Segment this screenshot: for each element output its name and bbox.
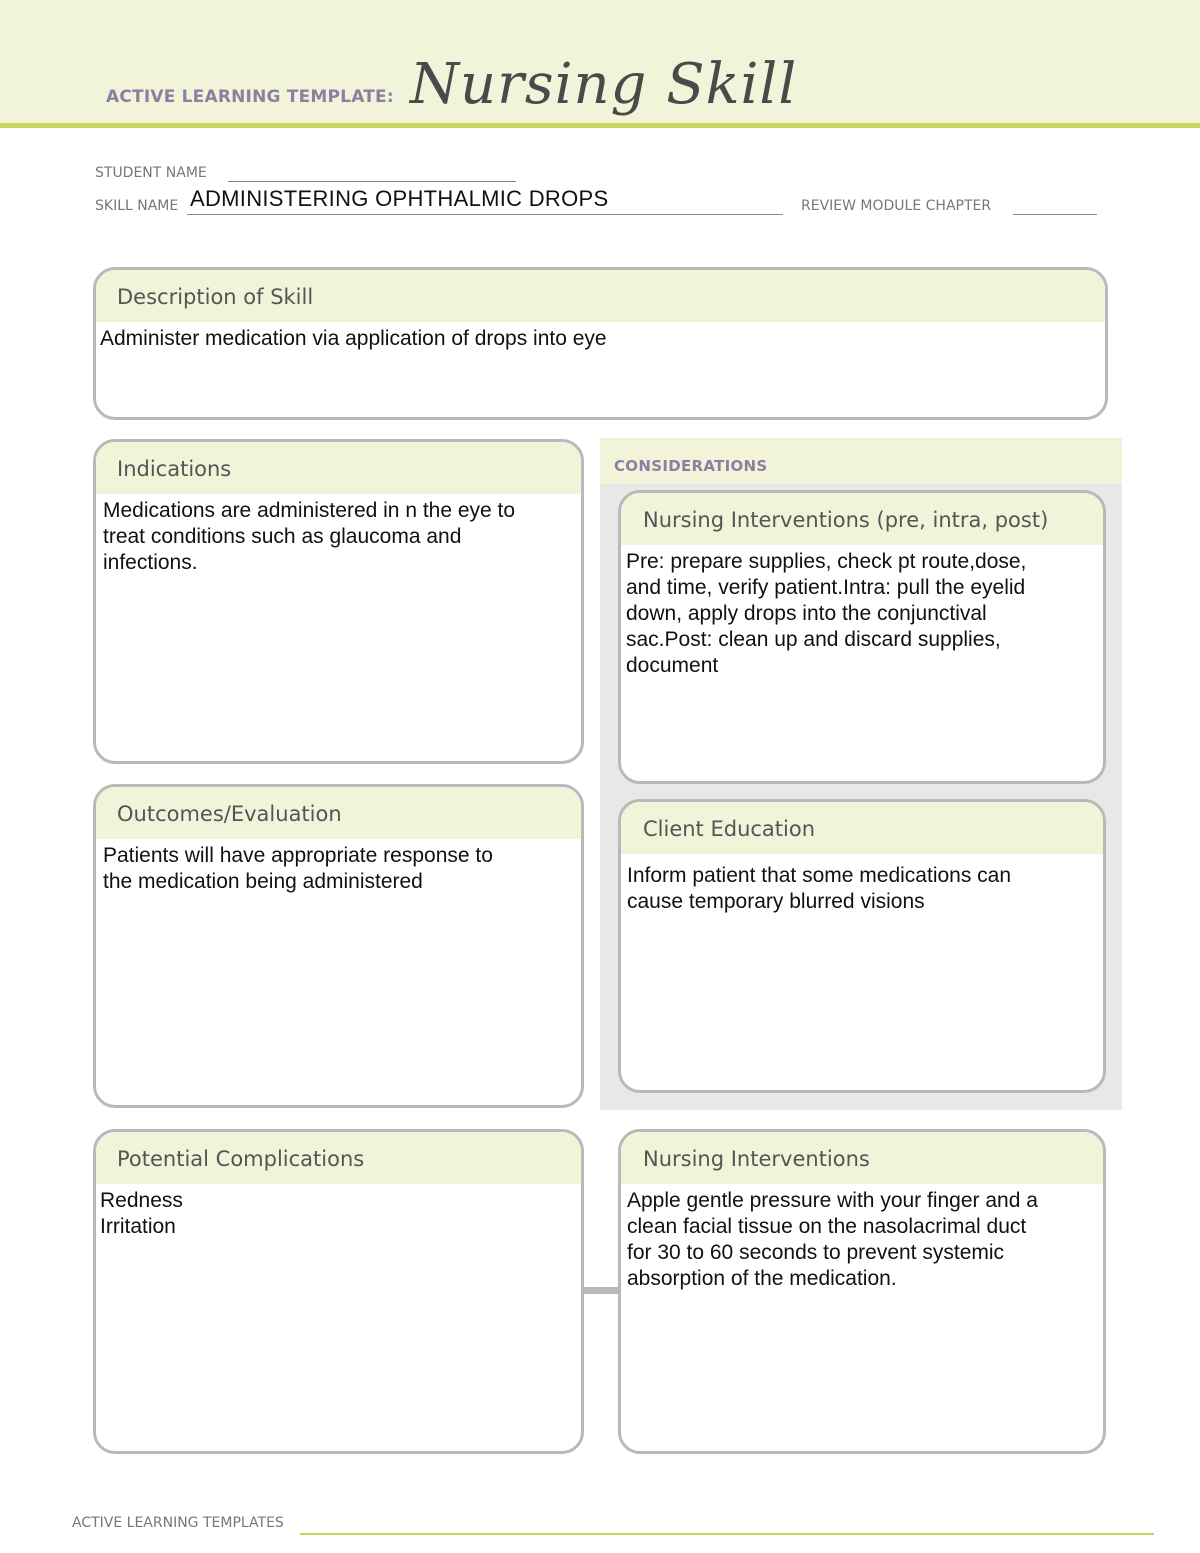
description-body[interactable]: Administer medication via application of drops into eye xyxy=(100,327,607,350)
outcomes-box xyxy=(93,784,584,1108)
nursing-interventions-title: Nursing Interventions xyxy=(621,1132,1103,1184)
complications-title: Potential Complications xyxy=(96,1132,581,1184)
outcomes-body[interactable]: Patients will have appropriate response to the medication being administered xyxy=(103,844,493,893)
connector-bar xyxy=(583,1287,621,1294)
student-name-label: STUDENT NAME xyxy=(95,165,207,181)
review-module-field[interactable] xyxy=(1013,214,1097,215)
complications-box xyxy=(93,1129,584,1454)
header-rule xyxy=(0,123,1200,128)
template-label: ACTIVE LEARNING TEMPLATE: xyxy=(106,87,394,107)
nursing-interventions-pip-title: Nursing Interventions (pre, intra, post) xyxy=(621,493,1103,545)
skill-name-field[interactable] xyxy=(187,214,783,215)
nursing-interventions-pip-body[interactable]: Pre: prepare supplies, check pt route,dose, and time, verify patient.Intra: pull the eyelid down, apply drops into the conjunctival sac.Post: clean up and discard supplies, document xyxy=(626,550,1027,677)
student-name-field[interactable] xyxy=(228,181,516,182)
complications-body[interactable]: Redness Irritation xyxy=(100,1189,183,1238)
outcomes-title: Outcomes/Evaluation xyxy=(96,787,581,839)
description-box xyxy=(93,267,1108,420)
description-title: Description of Skill xyxy=(96,270,1105,322)
skill-name-value: ADMINISTERING OPHTHALMIC DROPS xyxy=(190,186,609,211)
skill-name-label: SKILL NAME xyxy=(95,198,179,214)
nursing-interventions-box xyxy=(618,1129,1106,1454)
page-title: Nursing Skill xyxy=(410,52,798,117)
indications-body[interactable]: Medications are administered in n the eye to treat conditions such as glaucoma and infections. xyxy=(103,499,516,574)
footer-rule xyxy=(300,1533,1154,1535)
nursing-interventions-body[interactable]: Apple gentle pressure with your finger and a clean facial tissue on the nasolacrimal duct for 30 to 60 seconds to prevent systemic absorption of the medication. xyxy=(627,1189,1038,1290)
client-education-title: Client Education xyxy=(621,802,1103,854)
considerations-label: CONSIDERATIONS xyxy=(614,457,768,475)
review-module-label: REVIEW MODULE CHAPTER xyxy=(801,198,992,214)
footer-label: ACTIVE LEARNING TEMPLATES xyxy=(72,1515,284,1531)
nursing-interventions-pip-box xyxy=(618,490,1106,784)
client-education-body[interactable]: Inform patient that some medications can cause temporary blurred visions xyxy=(627,864,1012,913)
indications-box xyxy=(93,439,584,764)
indications-title: Indications xyxy=(96,442,581,494)
client-education-box xyxy=(618,799,1106,1093)
